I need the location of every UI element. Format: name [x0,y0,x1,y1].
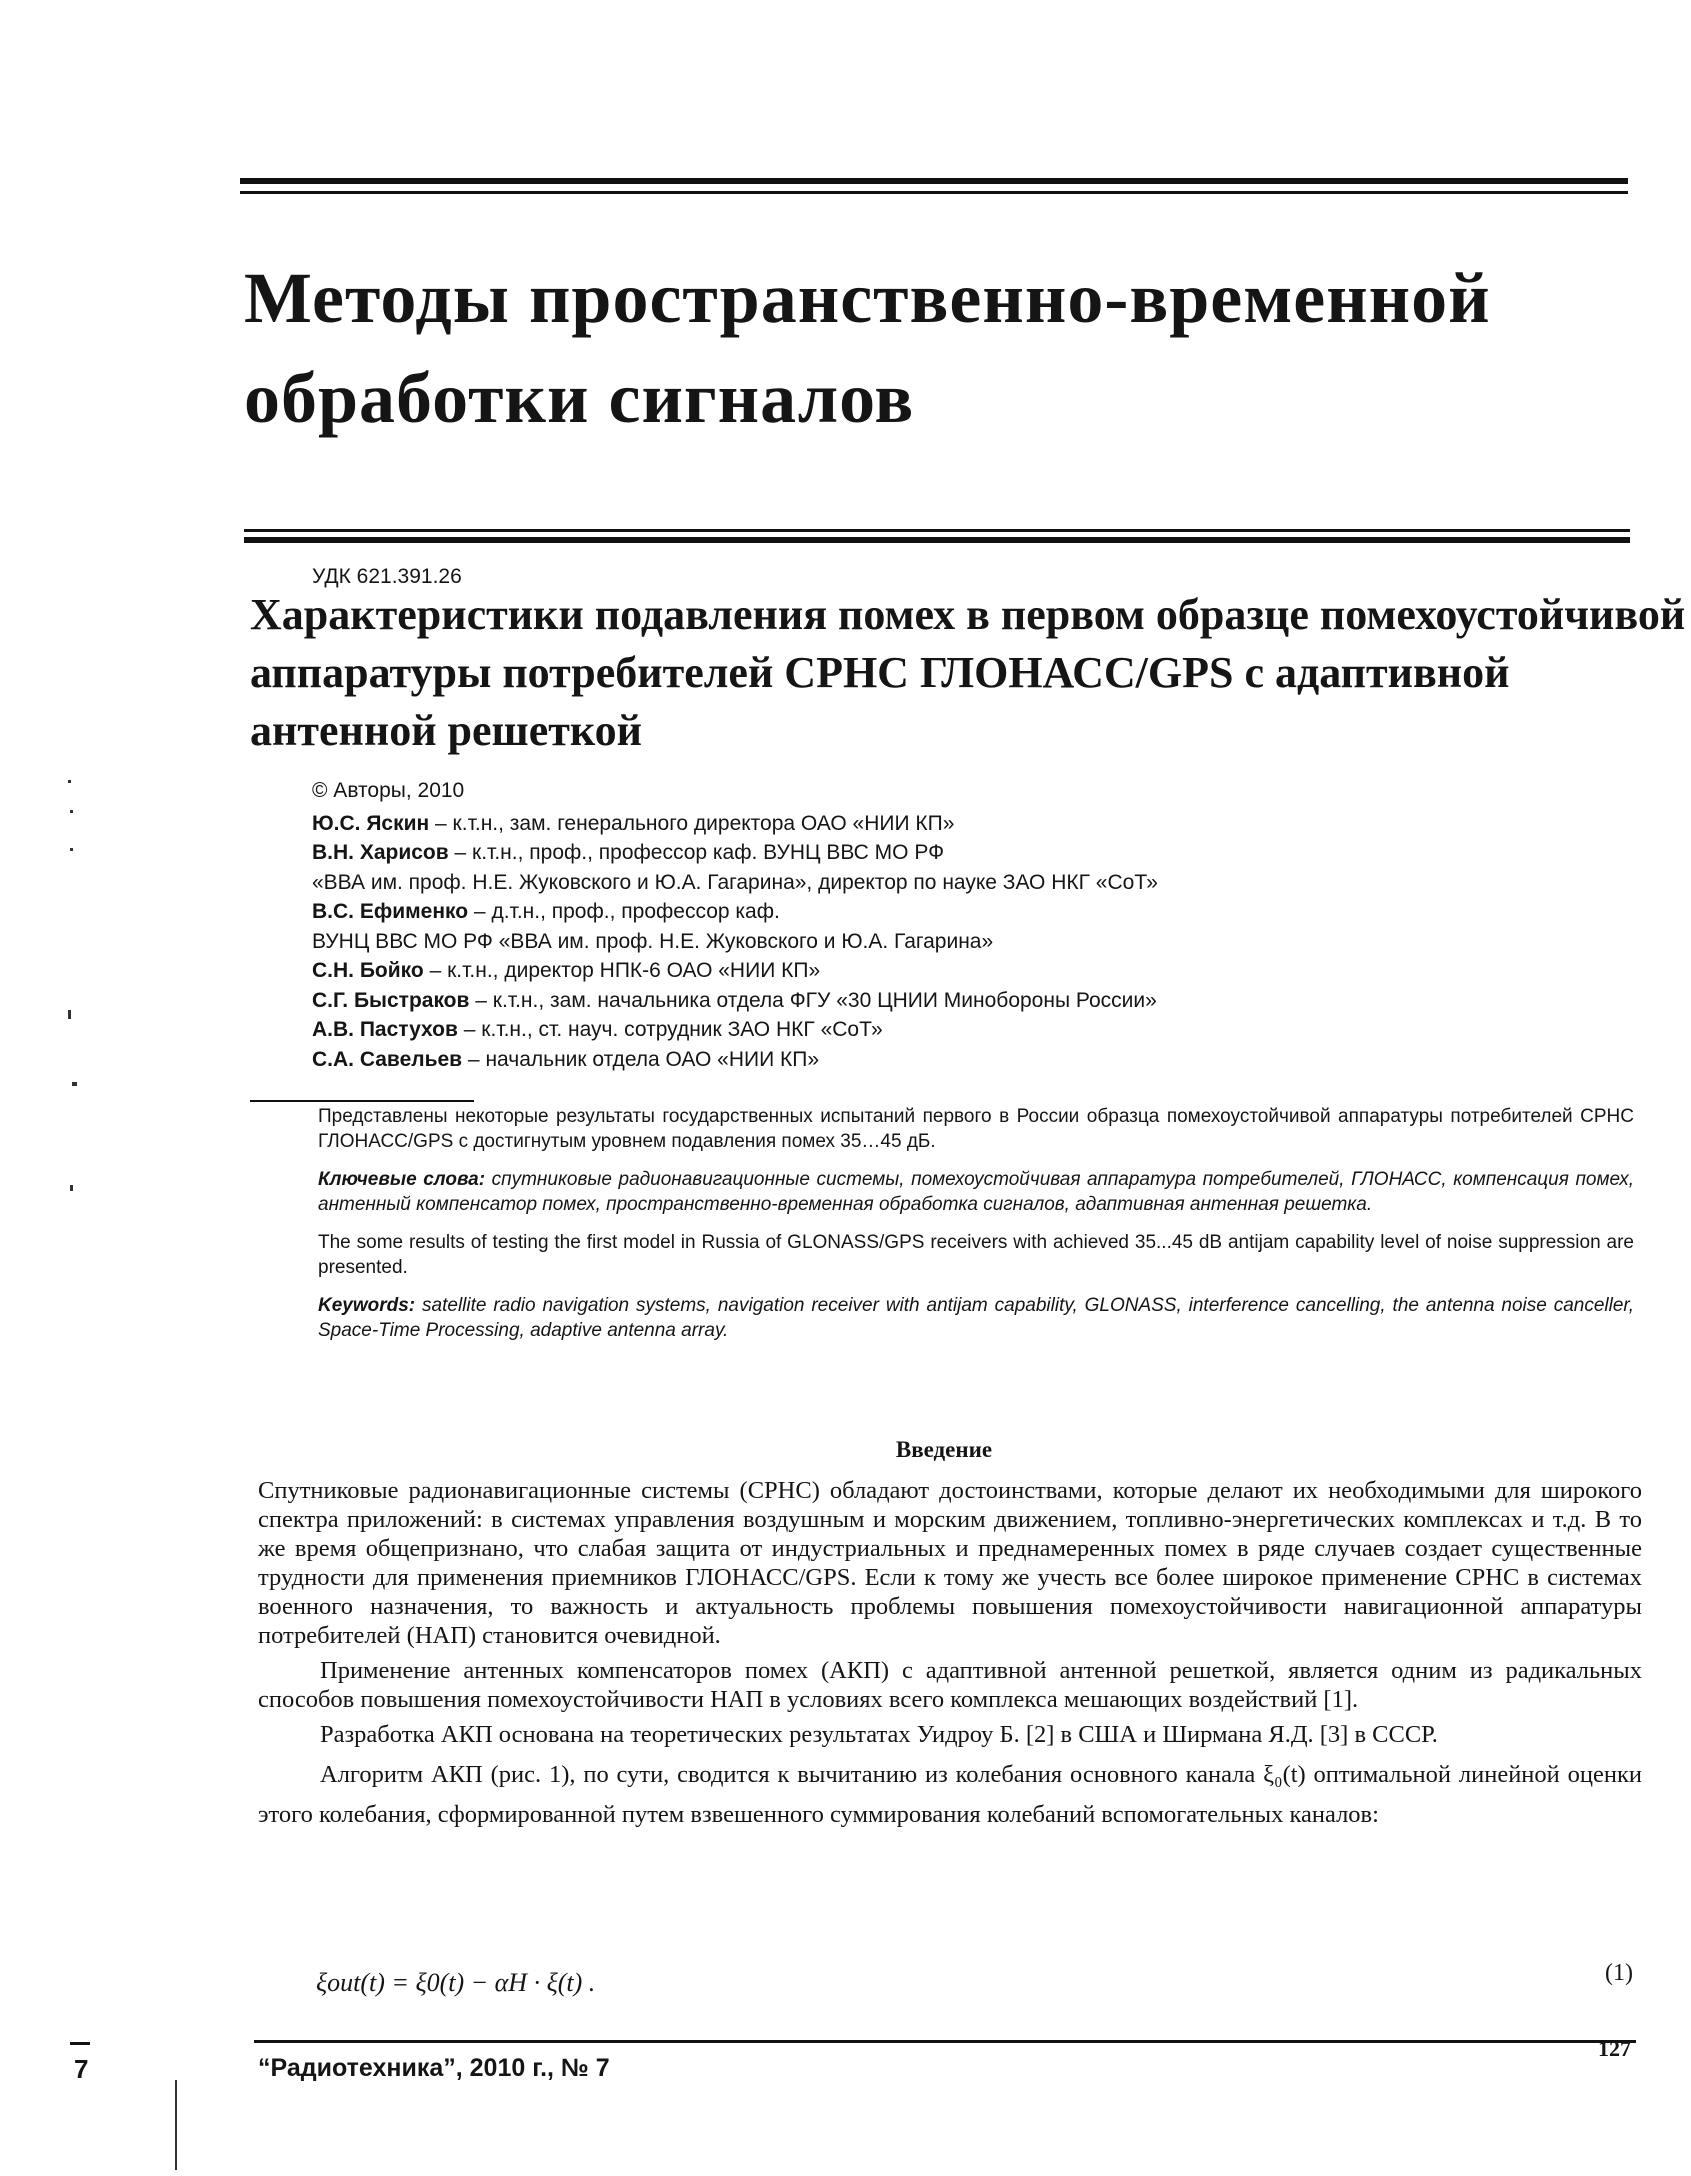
author-description: – к.т.н., зам. генерального директора ОАО «НИИ КП» [429,811,955,835]
abstract-ru: Представлены некоторые результаты государственных испытаний первого в России образца помехоустойчивой аппаратуры потребителей СРНС ГЛОНАСС/GPS с достигнутым уровнем подавления помех 35…45 дБ. [318,1106,1634,1152]
scan-speck [70,1185,73,1191]
author-description: – к.т.н., зам. начальника отдела ФГУ «30 ЦНИИ Минобороны России» [469,988,1157,1012]
author-name: В.С. Ефименко [312,900,469,923]
author-line [312,897,1158,927]
author-name: А.В. Пастухов [312,1018,458,1041]
top-rule-thick [240,178,1628,184]
author-description: – к.т.н., проф., профессор каф. ВУНЦ ВВС МО РФ [448,841,945,864]
author-line [312,1015,1158,1045]
author-description: – к.т.н., директор НПК-6 ОАО «НИИ КП» [423,959,821,982]
author-name: С.А. Савельев [312,1047,463,1071]
section-title [244,248,1624,448]
author-description: – к.т.н., ст. науч. сотрудник ЗАО НКГ «СоТ» [457,1018,883,1041]
author-name: С.Г. Быстраков [312,988,470,1012]
middle-rule-thin [244,529,1630,532]
equation-number: (1) [1605,1960,1633,1986]
margin-number: 7 [74,2054,89,2084]
intro-heading [0,1437,1691,1463]
author-description: ВУНЦ ВВС МО РФ «ВВА им. проф. Н.Е. Жуковского и Ю.А. Гагарина» [312,929,994,953]
abstract-block [318,1104,1634,1356]
author-name: С.Н. Бойко [312,959,424,982]
author-line [312,809,1158,839]
author-name: В.Н. Харисов [312,841,449,864]
middle-rule-thick [244,537,1630,543]
margin-number-rule [70,2042,90,2045]
udc-code: УДК 621.391.26 [312,565,462,588]
scan-speck [68,1010,71,1019]
author-line [312,1045,1158,1075]
keywords-en-text: satellite radio navigation systems, navigation receiver with antijam capability, GLONASS, interference cancelling, the antenna noise canceller, Space-Time Processing, adaptive antenna array. [318,1295,1634,1341]
author-line [312,956,1158,986]
scan-speck [72,1082,77,1086]
footer-journal: “Радиотехника”, 2010 г., № 7 [258,2054,610,2082]
keywords-en-label: Keywords: [318,1295,416,1316]
intro-heading-text: Введение [895,1437,993,1462]
body-paragraph: Применение антенных компенсаторов помех (АКП) с адаптивной антенной решеткой, является одним из радикальных способов повышения помехоустойчивости НАП в условиях всего комплекса мешающих воздействий [1]. [258,1657,1642,1713]
authors-block [312,776,1158,1074]
top-rule-thin [240,191,1628,194]
scan-speck [70,810,73,813]
abstract-en: The some results of testing the first model in Russia of GLONASS/GPS receivers with achieved 35...45 dB antijam capability level of noise suppression are presented. [318,1232,1634,1278]
body-text [258,1476,1642,1841]
scan-speck [68,780,71,783]
copyright-line: © Авторы, 2010 [312,779,465,802]
keywords-ru-label: Ключевые слова: [318,1169,486,1190]
section-title-line-2: обработки сигналов [244,358,915,438]
keywords-ru [318,1167,1634,1217]
abstract-divider [250,1100,474,1102]
author-description: «ВВА им. проф. Н.Е. Жуковского и Ю.А. Гагарина», директор по науке ЗАО НКГ «СоТ» [312,870,1158,894]
keywords-en [318,1293,1634,1343]
footer-rule [254,2040,1636,2043]
author-line [312,838,1158,868]
author-description: – начальник отдела ОАО «НИИ КП» [462,1047,820,1071]
body-paragraph: Алгоритм АКП (рис. 1), по сути, сводится к вычитанию из колебания основного канала ξ₀(t) оптимальной линейной оценки этого колебания, сформированной путем взвешенного суммирования колебаний вспомогательных каналов: [258,1761,1642,1828]
section-title-line-1: Методы пространственно-временной [244,258,1491,338]
scan-speck [70,848,73,851]
scan-speck [175,2080,177,2170]
author-line [312,986,1158,1016]
body-paragraph: Разработка АКП основана на теоретических результатах Уидроу Б. [2] в США и Ширмана Я.Д. [3] в СССР. [320,1721,1438,1748]
page-number: 127 [1598,2036,1631,2061]
author-line [312,927,1158,957]
author-line [312,868,1158,898]
article-title: Характеристики подавления помех в первом образце помехоустойчивой аппаратуры потребителей СРНС ГЛОНАСС/GPS с адаптивной антенной решеткой [250,590,1686,755]
equation-1: ξout(t) = ξ0(t) − αH · ξ(t) . [316,1968,596,1997]
keywords-ru-text: спутниковые радионавигационные системы, помехоустойчивая аппаратура потребителей, ГЛОНАСС, компенсация помех, антенный компенсатор помех, пространственно-временная обработка сигналов, адаптивная антенная решетка. [318,1169,1634,1215]
author-name: Ю.С. Яскин [312,811,430,835]
body-paragraph: Спутниковые радионавигационные системы (СРНС) обладают достоинствами, которые делают их необходимыми для широкого спектра приложений: в системах управления воздушным и морским движением, топливно-энергетических комплексах и т.д. В то же время общепризнано, что слабая защита от индустриальных и преднамеренных помех в ряде случаев создает существенные трудности для применения приемников ГЛОНАСС/GPS. Если к тому же учесть все более широкое применение СРНС в системах военного назначения, то важность и актуальность проблемы повышения помехоустойчивости навигационной аппаратуры потребителей (НАП) становится очевидной. [258,1477,1642,1649]
author-description: – д.т.н., проф., профессор каф. [468,900,780,923]
